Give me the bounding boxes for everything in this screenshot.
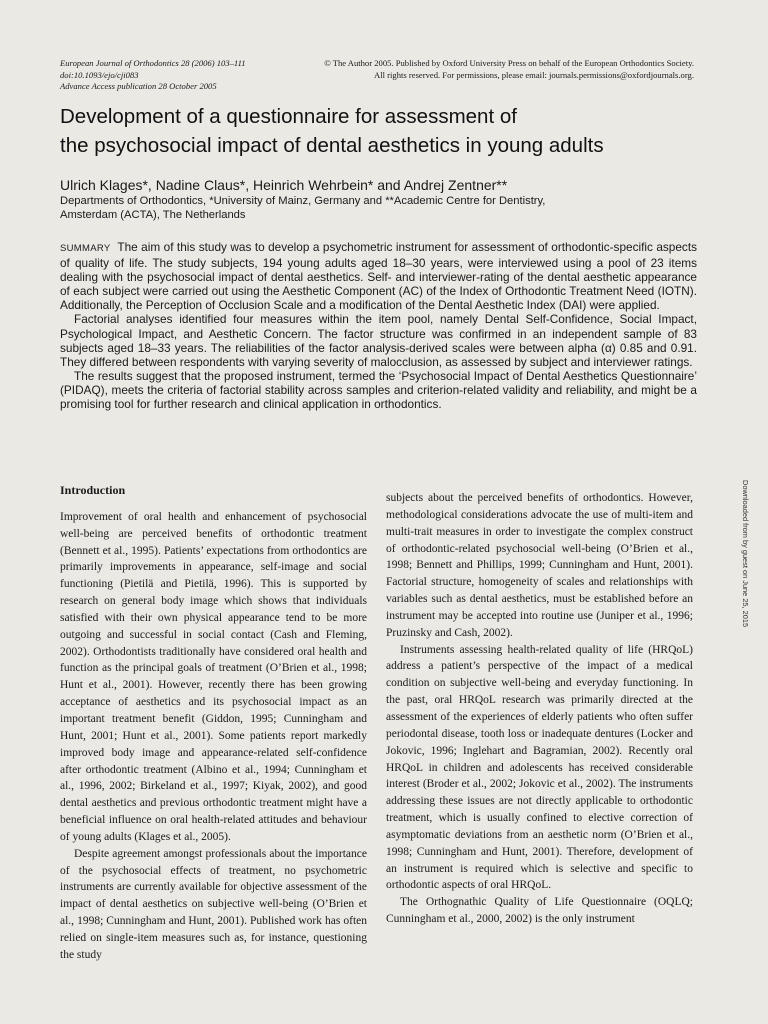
body-paragraph: The Orthognathic Quality of Life Questionnaire (OQLQ; Cunningham et al., 2000, 2002) is the only instrument [386,896,693,926]
affiliation-line: Departments of Orthodontics, *University of Mainz, Germany and **Academic Centre for Dentistry, [60,195,546,207]
copyright-line: © The Author 2005. Published by Oxford University Press on behalf of the European Orthodontics Society. [324,58,694,68]
affiliation-line: Amsterdam (ACTA), The Netherlands [60,209,246,221]
affiliations [60,194,710,222]
journal-citation-line: European Journal of Orthodontics 28 (2006) 103–111 [60,58,246,68]
section-heading: Introduction [60,483,126,497]
abstract-paragraph [60,240,697,312]
advance-access-line: Advance Access publication 28 October 2005 [60,81,217,91]
article-title [60,102,710,160]
left-column [60,482,367,964]
body-paragraph: subjects about the perceived benefits of orthodontics. However, methodological considerations advocate the use of multi-item and multi-trait measures in order to investigate the complex construct of orthodontic-related psychosocial well-being (O’Brien et al., 1998; Bennett and Phillips, 1999; Cunningham and Hunt, 2001). Factorial structure, homogeneity of scales and relationships with variables such as dental aesthetics, must be established before an instrument may be accepted into routine use (Juniper et al., 1996; Pruzinsky and Cash, 2002). [386,492,693,639]
permissions-line: All rights reserved. For permissions, please email: journals.permissions@oxfordjournals.org. [374,69,694,80]
body-paragraph: Despite agreement amongst professionals about the importance of the psychosocial effects of treatment, no psychometric instruments are currently available for objective assessment of the impact of dental aesthetics on subjective well-being (O’Brien et al., 1998; Cunningham and Hunt, 2001). Published work has often relied on single-item measures such as, for instance, questioning the study [60,847,367,961]
download-watermark-text: Downloaded from by guest on June 25, 2015 [741,480,750,628]
abstract-text: The aim of this study was to develop a psychometric instrument for assessment of orthodontic-specific aspects of quality of life. The study subjects, 194 young adults aged 18–30 years, were interviewed using a pool of 23 items dealing with the psychosocial impact of dental aesthetics. Self- and interviewer-rating of the dental aesthetic appearance of each subject were carried out using the Aesthetic Component (AC) of the Index of Orthodontic Treatment Need (IOTN). Additionally, the Perception of Occlusion Scale and a modification of the Dental Aesthetic Index (DAI) were applied. [60,240,697,313]
abstract-paragraph: The results suggest that the proposed instrument, termed the ‘Psychosocial Impact of Dental Aesthetics Questionnaire’ (PIDAQ), meets the criteria of factorial stability across samples and criterion-related validity and reliability, and might be a promising tool for further research and clinical application in orthodontics. [60,368,697,412]
abstract-label: SUMMARY [60,243,111,254]
abstract-paragraph: Factorial analyses identified four measures within the item pool, namely Dental Self-Confidence, Social Impact, Psychological Impact, and Aesthetic Concern. The factor structure was confirmed in an independent sample of 83 subjects aged 18–33 years. The reliabilities of the factor analysis-derived scales were between alpha (α) 0.85 and 0.91. They differed between respondents with varying severity of malocclusion, as assessed by subject and interviewer ratings. [60,312,697,369]
right-column [386,490,693,928]
abstract [60,240,697,411]
title-line: the psychosocial impact of dental aesthetics in young adults [60,134,604,157]
copyright-notice [294,58,694,81]
download-watermark [738,480,752,630]
body-paragraph: Instruments assessing health-related quality of life (HRQoL) address a patient’s perspective of the impact of a medical condition on subjective well-being and everyday functioning. In the past, oral HRQoL research was primarily directed at the assessment of the experiences of elderly patients who often suffer periodontal disease, tooth loss or inadequate dentures (Locker and Jokovic, 1996; Inglehart and Bagramian, 2002). Recently oral HRQoL in children and adolescents has received considerable interest (Broder et al., 2002; Jokovic et al., 2002). The instruments addressing these issues are not directly applicable to orthodontic treatment, which is usually confined to elective correction of asymptomatic deviations from an aesthetic norm (O’Brien et al., 1998; Cunningham and Hunt, 2001). Therefore, development of an instrument is required which is selective and specific to orthodontic aspects of oral HRQoL. [386,643,693,892]
body-paragraph: Improvement of oral health and enhancement of psychosocial well-being are perceived benefits of orthodontic treatment (Bennett et al., 1995). Patients’ expectations from orthodontics are primarily improvements in appearance, self-image and social functioning (Pietilä and Pietilä, 1996). This is supported by research on general body image which shows that individuals satisfied with their own physical appearance tend to be more outgoing and successful in social contact (Cash and Fleming, 2002). Orthodontists traditionally have considered oral health and function as the principal goals of treatment (O’Brien et al., 1998; Hunt et al., 2001). However, recently there has been growing acceptance of aesthetics and its psychosocial impact as an important treatment benefit (Giddon, 1995; Cunningham and Hunt, 2001; Hunt et al., 2001). Some patients report markedly improved body image and appearance-related self-confidence after orthodontic treatment (Albino et al., 1994; Cunningham et al., 1996, 2002; Birkeland et al., 1997; Kiyak, 2002), and good dental aesthetics and previous orthodontic treatment might have a beneficial influence on oral health-related attitudes and behaviour of young adults (Klages et al., 2005). [60,510,367,843]
doi-line: doi:10.1093/ejo/cji083 [60,69,139,80]
title-line: Development of a questionnaire for assessment of [60,105,517,128]
author-list: Ulrich Klages*, Nadine Claus*, Heinrich Wehrbein* and Andrej Zentner** [60,177,508,193]
